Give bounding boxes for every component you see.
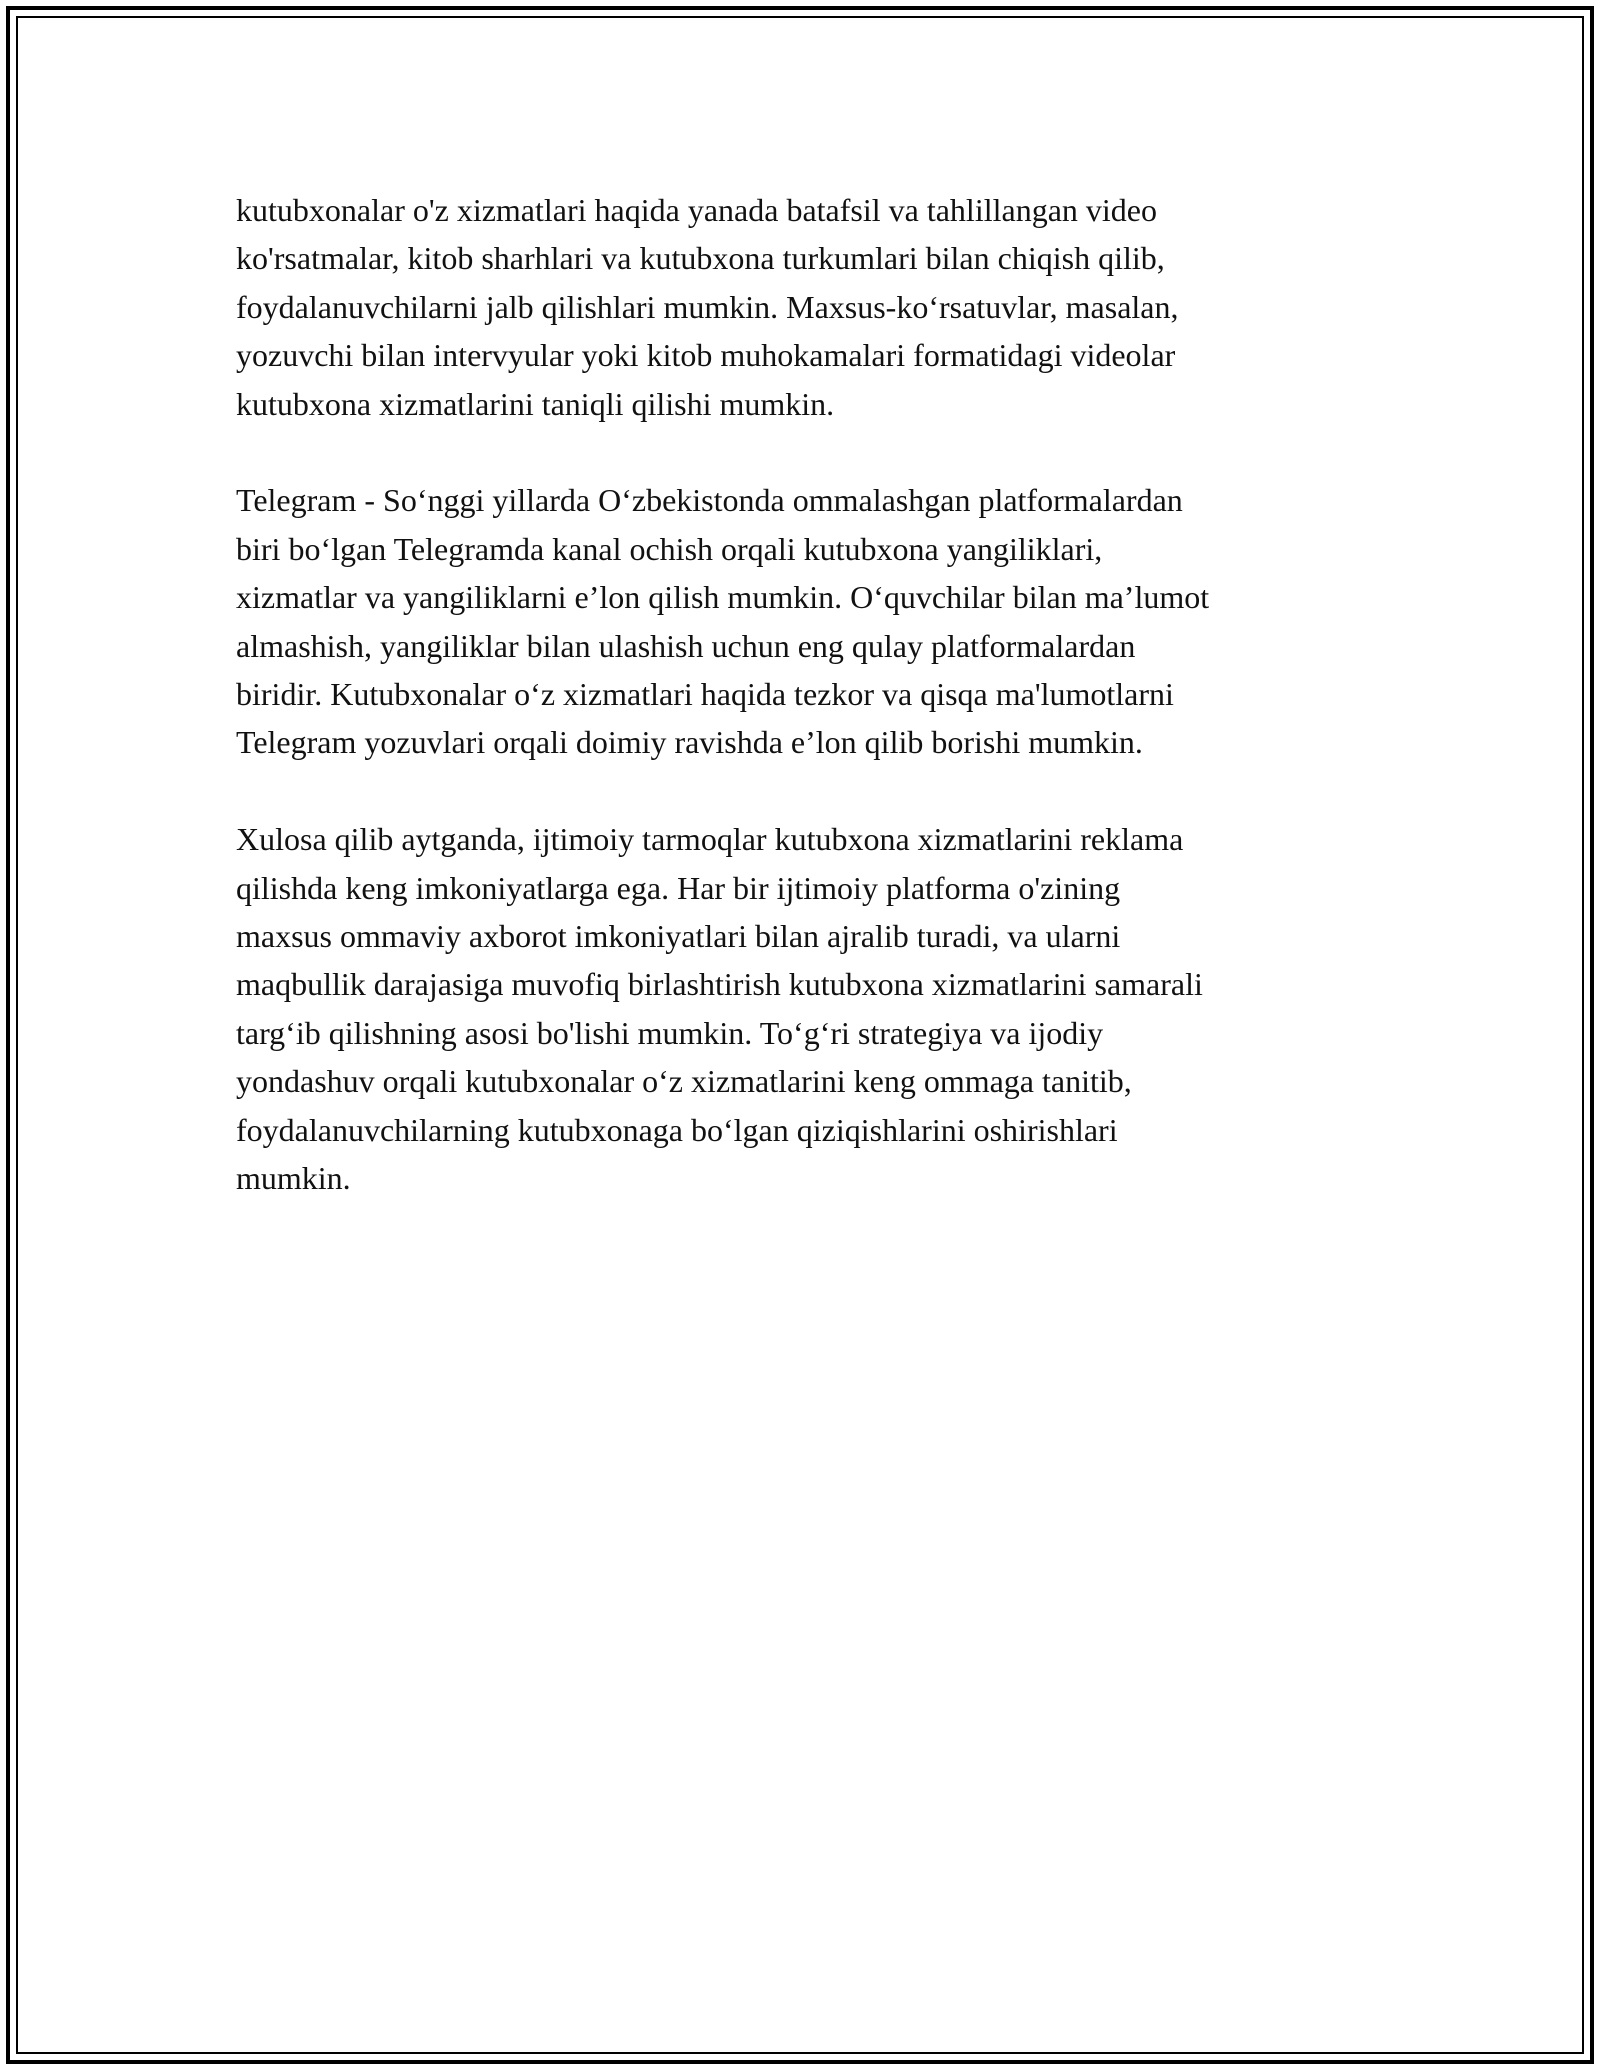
- paragraph-video: kutubxonalar o'z xizmatlari haqida yanada batafsil va tahlillangan video ko'rsatmalar, kitob sharhlari va kutubxona turkumlari bilan chiqish qilib, foydalanuvchilarni jalb qilishlari mumkin. Maxsus-ko‘rsatuvlar, masalan, yozuvchi bilan intervyular yoki kitob muhokamalari formatidagi videolar kutubxona xizmatlarini taniqli qilishi mumkin.: [236, 192, 1179, 422]
- document-body: [236, 186, 1376, 1251]
- paragraph-conclusion: Xulosa qilib aytganda, ijtimoiy tarmoqlar kutubxona xizmatlarini reklama qilishda keng imkoniyatlarga ega. Har bir ijtimoiy platforma o'zining maxsus ommaviy axborot imkoniyatlari bilan ajralib turadi, va ularni maqbullik darajasiga muvofiq birlashtirish kutubxona xizmatlarini samarali targ‘ib qilishning asosi bo'lishi mumkin. To‘g‘ri strategiya va ijodiy yondashuv orqali kutubxonalar o‘z xizmatlarini keng ommaga tanitib, foydalanuvchilarning kutubxonaga bo‘lgan qiziqishlarini oshirishlari mumkin.: [236, 821, 1203, 1197]
- paragraph-telegram: Telegram - So‘nggi yillarda O‘zbekistonda ommalashgan platformalardan biri bo‘lgan Telegramda kanal ochish orqali kutubxona yangiliklari, xizmatlar va yangiliklarni e’lon qilish mumkin. O‘quvchilar bilan ma’lumot almashish, yangiliklar bilan ulashish uchun eng qulay platformalardan biridir. Kutubxonalar o‘z xizmatlari haqida tezkor va qisqa ma'lumotlarni Telegram yozuvlari orqali doimiy ravishda e’lon qilib borishi mumkin.: [236, 482, 1210, 761]
